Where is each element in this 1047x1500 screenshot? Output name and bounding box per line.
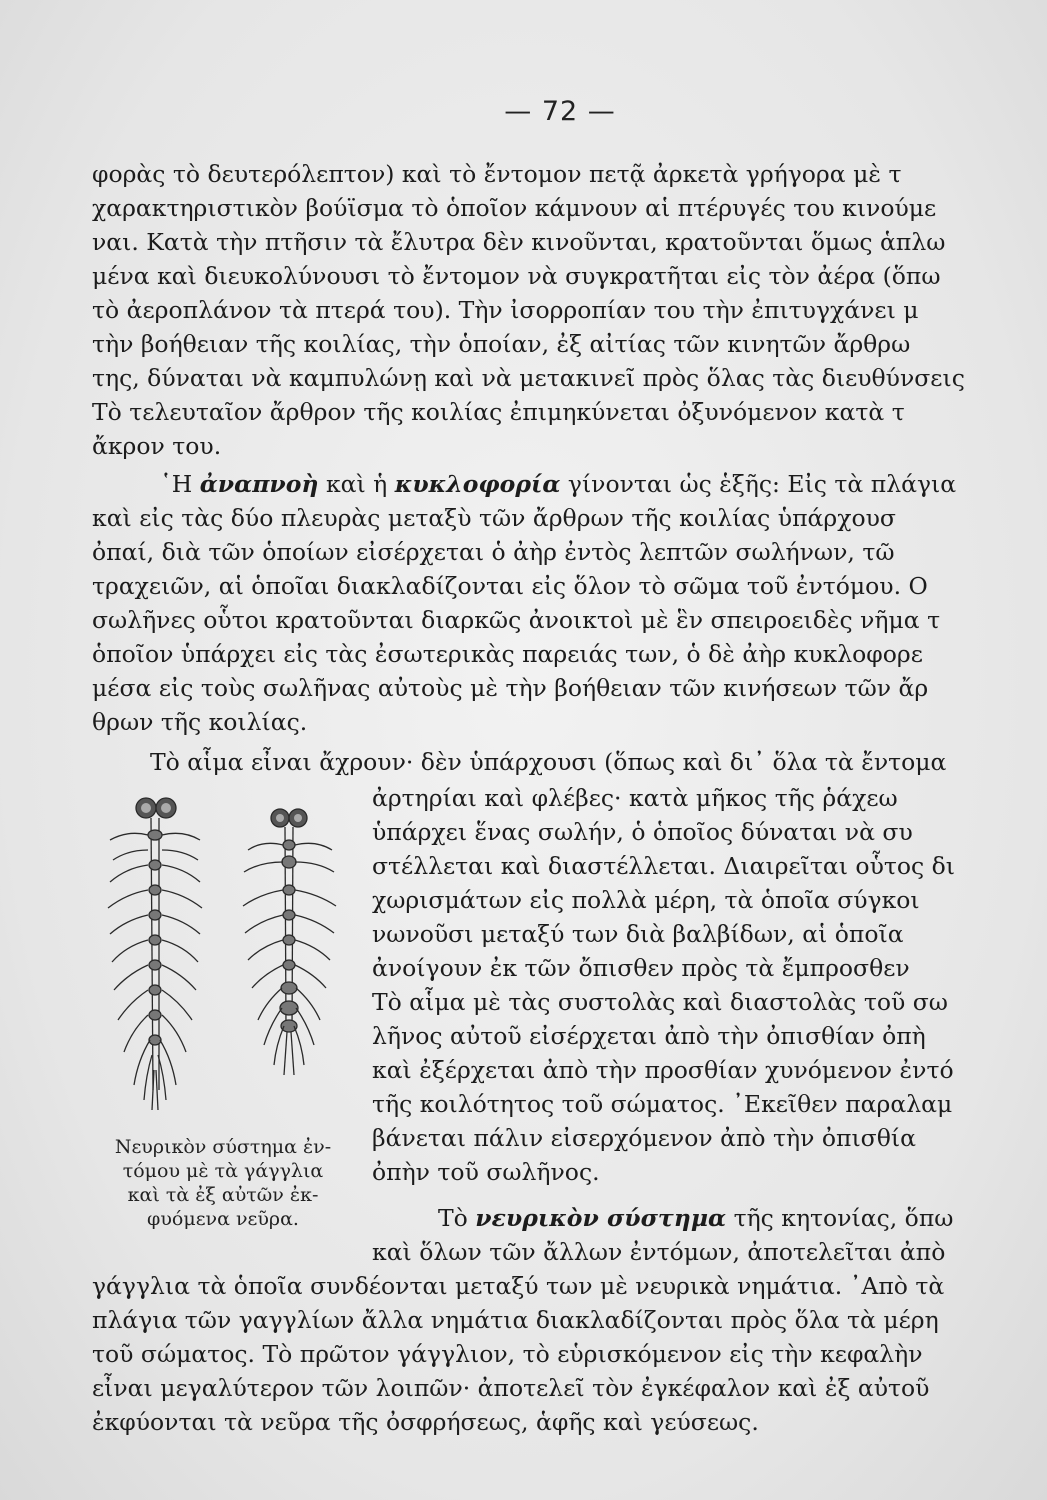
text-line: νωνοῦσι μεταξύ των διὰ βαλβίδων, αἱ ὁποῖα <box>372 920 904 948</box>
text-line: καὶ ἐξέρχεται ἀπὸ τὴν προσθίαν χυνόμενον ἐντό <box>372 1056 954 1084</box>
text-line: μένα καὶ διευκολύνουσι τὸ ἔντομον νὰ συγκρατῆται εἰς τὸν ἀέρα (ὅπω <box>92 262 941 290</box>
text-line: μέσα εἰς τοὺς σωλῆνας αὐτοὺς μὲ τὴν βοήθειαν τῶν κινήσεων τῶν ἄρ <box>92 674 929 702</box>
caption-line: φυόμενα νεῦρα. <box>147 1208 299 1230</box>
text-line: ὁποῖον ὑπάρχει εἰς τὰς ἐσωτερικὰς παρειάς των, ὁ δὲ ἀὴρ κυκλοφορε <box>92 640 923 668</box>
emphasized-term: ἀναπνοὴ <box>199 470 319 498</box>
page-number: — 72 — <box>504 96 616 127</box>
text-line: τὴν βοήθειαν τῆς κοιλίας, τὴν ὁποίαν, ἐξ αἰτίας τῶν κινητῶν ἄρθρω <box>92 330 911 358</box>
text-line: καὶ ὅλων τῶν ἄλλων ἐντόμων, ἀποτελεῖται ἀπὸ <box>372 1238 946 1266</box>
text-line: σωλῆνες οὗτοι κρατοῦνται διαρκῶς ἀνοικτοὶ μὲ ἓν σπειροειδὲς νῆμα τ <box>92 606 941 634</box>
right-specimen <box>243 809 336 1075</box>
paragraph-start-line <box>160 470 956 498</box>
text-line: χαρακτηριστικὸν βούϊσμα τὸ ὁποῖον κάμνουν αἱ πτέρυγές του κινούμε <box>92 194 937 222</box>
text-line: καὶ εἰς τὰς δύο πλευρὰς μεταξὺ τῶν ἄρθρων τῆς κοιλίας ὑπάρχουσ <box>92 504 896 532</box>
text-line: στέλλεται καὶ διαστέλλεται. Διαιρεῖται οὗτος δι <box>372 852 956 880</box>
text-line: ναι. Κατὰ τὴν πτῆσιν τὰ ἔλυτρα δὲν κινοῦνται, κρατοῦνται ὅμως ἁπλω <box>92 228 946 256</box>
text-line: γάγγλια τὰ ὁποῖα συνδέονται μεταξύ των μὲ νευρικὰ νημάτια. ᾿Απὸ τὰ <box>92 1272 945 1300</box>
text-line: τῆς κοιλότητος τοῦ σώματος. ᾿Εκεῖθεν παραλαμ <box>372 1090 953 1118</box>
nervous-system-illustration <box>88 790 363 1140</box>
text-line: βάνεται πάλιν εἰσερχόμενον ἀπὸ τὴν ὀπισθία <box>372 1124 916 1152</box>
text-line: ἀρτηρίαι καὶ φλέβες· κατὰ μῆκος τῆς ῥάχεω <box>372 784 898 812</box>
text-line: εἶναι μεγαλύτερον τῶν λοιπῶν· ἀποτελεῖ τὸν ἐγκέφαλον καὶ ἐξ αὐτοῦ <box>92 1374 930 1402</box>
text-line: ἄκρον του. <box>92 432 222 460</box>
text-line: της, δύναται νὰ καμπυλώνῃ καὶ νὰ μετακινεῖ πρὸς ὅλας τὰς διευθύνσεις <box>92 364 965 392</box>
text-line: χωρισμάτων εἰς πολλὰ μέρη, τὰ ὁποῖα σύγκοι <box>372 886 920 914</box>
text-line: Τὸ τελευταῖον ἄρθρον τῆς κοιλίας ἐπιμηκύνεται ὀξυνόμενον κατὰ τ <box>92 398 905 426</box>
text-line: ὀπαί, διὰ τῶν ὁποίων εἰσέρχεται ὁ ἀὴρ ἐντὸς λεπτῶν σωλήνων, τῶ <box>92 538 895 566</box>
text-line: ὑπάρχει ἕνας σωλήν, ὁ ὁποῖος δύναται νὰ συ <box>372 818 913 846</box>
insect-nervous-system-drawing <box>88 790 363 1140</box>
text-span: ῾Η <box>160 470 200 498</box>
text-line: θρων τῆς κοιλίας. <box>92 708 308 736</box>
caption-line: Νευρικὸν σύστημα ἐν- <box>114 1136 332 1158</box>
text-line: ὀπὴν τοῦ σωλῆνος. <box>372 1158 600 1186</box>
text-line: Τὸ αἷμα μὲ τὰς συστολὰς καὶ διαστολὰς τοῦ σω <box>372 988 948 1016</box>
text-line: Τὸ αἷμα εἶναι ἄχρουν· δὲν ὑπάρχουσι (ὅπως καὶ δι᾿ ὅλα τὰ ἔντομα <box>150 748 947 776</box>
text-line: ἐκφύονται τὰ νεῦρα τῆς ὀσφρήσεως, ἁφῆς καὶ γεύσεως. <box>92 1408 759 1436</box>
left-specimen <box>108 798 202 1110</box>
text-span: καὶ ἡ <box>318 470 395 498</box>
text-span: γίνονται ὡς ἑξῆς: Εἰς τὰ πλάγια <box>560 470 957 498</box>
text-line: τοῦ σώματος. Τὸ πρῶτον γάγγλιον, τὸ εὑρισκόμενον εἰς τὴν κεφαλὴν <box>92 1340 923 1368</box>
text-line: φορὰς τὸ δευτερόλεπτον) καὶ τὸ ἔντομον πετᾷ ἀρκετὰ γρήγορα μὲ τ <box>92 160 902 188</box>
text-span: Τὸ <box>438 1204 476 1232</box>
text-span: τῆς κητονίας, ὅπω <box>726 1204 954 1232</box>
text-line: λῆνος αὐτοῦ εἰσέρχεται ἀπὸ τὴν ὀπισθίαν ὀπὴ <box>372 1022 926 1050</box>
emphasized-term: κυκλοφορία <box>394 470 561 498</box>
text-line: πλάγια τῶν γαγγλίων ἄλλα νημάτια διακλαδίζονται πρὸς ὅλα τὰ μέρη <box>92 1306 939 1334</box>
text-line: τὸ ἀεροπλάνον τὰ πτερά του). Τὴν ἰσορροπίαν του τὴν ἐπιτυγχάνει μ <box>92 296 919 324</box>
caption-line: καὶ τὰ ἐξ αὐτῶν ἐκ- <box>127 1184 319 1206</box>
emphasized-term: νευρικὸν σύστημα <box>475 1204 727 1232</box>
caption-line: τόμου μὲ τὰ γάγγλια <box>122 1160 324 1182</box>
figure-caption <box>88 1135 358 1231</box>
paragraph-start-line <box>438 1204 953 1232</box>
text-line: ἀνοίγουν ἐκ τῶν ὄπισθεν πρὸς τὰ ἔμπροσθεν <box>372 954 910 982</box>
text-line: τραχειῶν, αἱ ὁποῖαι διακλαδίζονται εἰς ὅλον τὸ σῶμα τοῦ ἐντόμου. Ο <box>92 572 928 600</box>
